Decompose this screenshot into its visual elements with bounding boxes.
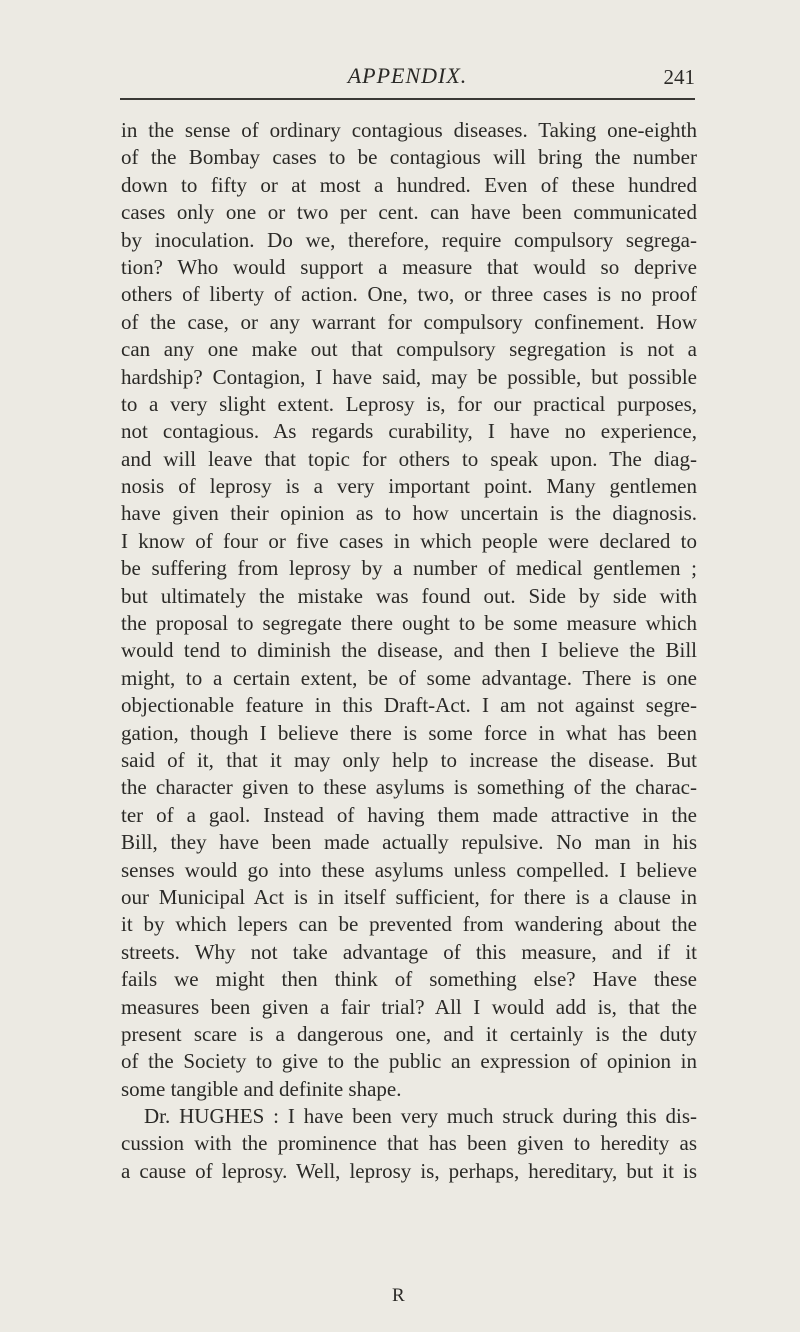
text-line: gation, though I believe there is some force in what has been (121, 720, 697, 745)
running-title: APPENDIX. (347, 63, 468, 88)
text-line: our Municipal Act is in itself sufficient, for there is a clause in (121, 884, 697, 909)
text-line: said of it, that it may only help to increase the disease. But (121, 747, 697, 772)
text-line: the proposal to segregate there ought to be some measure which (121, 611, 697, 636)
text-line: be suffering from leprosy by a number of medical gentlemen ; (121, 556, 697, 581)
text-line: would tend to diminish the disease, and then I believe the Bill (121, 638, 697, 663)
text-line: hardship? Contagion, I have said, may be possible, but possible (121, 364, 697, 389)
text-line: streets. Why not take advantage of this measure, and if it (121, 939, 697, 964)
body-text (121, 117, 697, 1185)
text-line: a cause of leprosy. Well, leprosy is, perhaps, hereditary, but it is (121, 1158, 697, 1183)
text-line: present scare is a dangerous one, and it certainly is the duty (121, 1021, 697, 1046)
text-line: objectionable feature in this Draft-Act. I am not against segre- (121, 693, 697, 718)
text-line: Bill, they have been made actually repulsive. No man in his (121, 830, 697, 855)
text-line: tion? Who would support a measure that would so deprive (121, 254, 697, 279)
text-line: and will leave that topic for others to speak upon. The diag- (121, 446, 697, 471)
text-line: Dr. HUGHES : I have been very much struck during this dis- (144, 1104, 697, 1129)
text-line: of the case, or any warrant for compulsory confinement. How (121, 309, 697, 334)
text-line: of the Bombay cases to be contagious will bring the number (121, 145, 697, 170)
text-line: not contagious. As regards curability, I have no experience, (121, 419, 697, 444)
page-number: 241 (663, 65, 695, 89)
text-line: measures been given a fair trial? All I would add is, that the (121, 994, 697, 1019)
text-line: some tangible and definite shape. (121, 1076, 402, 1101)
text-line: in the sense of ordinary contagious diseases. Taking one-eighth (121, 118, 697, 142)
text-line: it by which lepers can be prevented from wandering about the (121, 912, 697, 937)
text-line: nosis of leprosy is a very important point. Many gentlemen (121, 474, 697, 499)
text-line: but ultimately the mistake was found out. Side by side with (121, 583, 697, 608)
text-line: down to fifty or at most a hundred. Even of these hundred (121, 172, 697, 197)
text-line: to a very slight extent. Leprosy is, for our practical purposes, (121, 391, 697, 416)
text-line: might, to a certain extent, be of some advantage. There is one (121, 665, 697, 690)
text-line: the character given to these asylums is something of the charac- (121, 775, 697, 800)
running-head (120, 63, 695, 103)
text-line: ter of a gaol. Instead of having them made attractive in the (121, 802, 697, 827)
header-rule (120, 98, 695, 100)
text-line: have given their opinion as to how uncertain is the diagnosis. (121, 501, 697, 526)
text-line: cases only one or two per cent. can have been communicated (121, 200, 697, 225)
text-line: by inoculation. Do we, therefore, require compulsory segrega- (121, 227, 697, 252)
text-line: I know of four or five cases in which people were declared to (121, 528, 697, 553)
text-line: cussion with the prominence that has been given to heredity as (121, 1131, 697, 1156)
text-line: can any one make out that compulsory segregation is not a (121, 337, 697, 362)
signature-mark: R (392, 1285, 405, 1306)
text-line: of the Society to give to the public an expression of opinion in (121, 1049, 697, 1074)
text-line: others of liberty of action. One, two, or three cases is no proof (121, 282, 697, 307)
text-line: fails we might then think of something else? Have these (121, 967, 697, 992)
text-line: senses would go into these asylums unless compelled. I believe (121, 857, 697, 882)
